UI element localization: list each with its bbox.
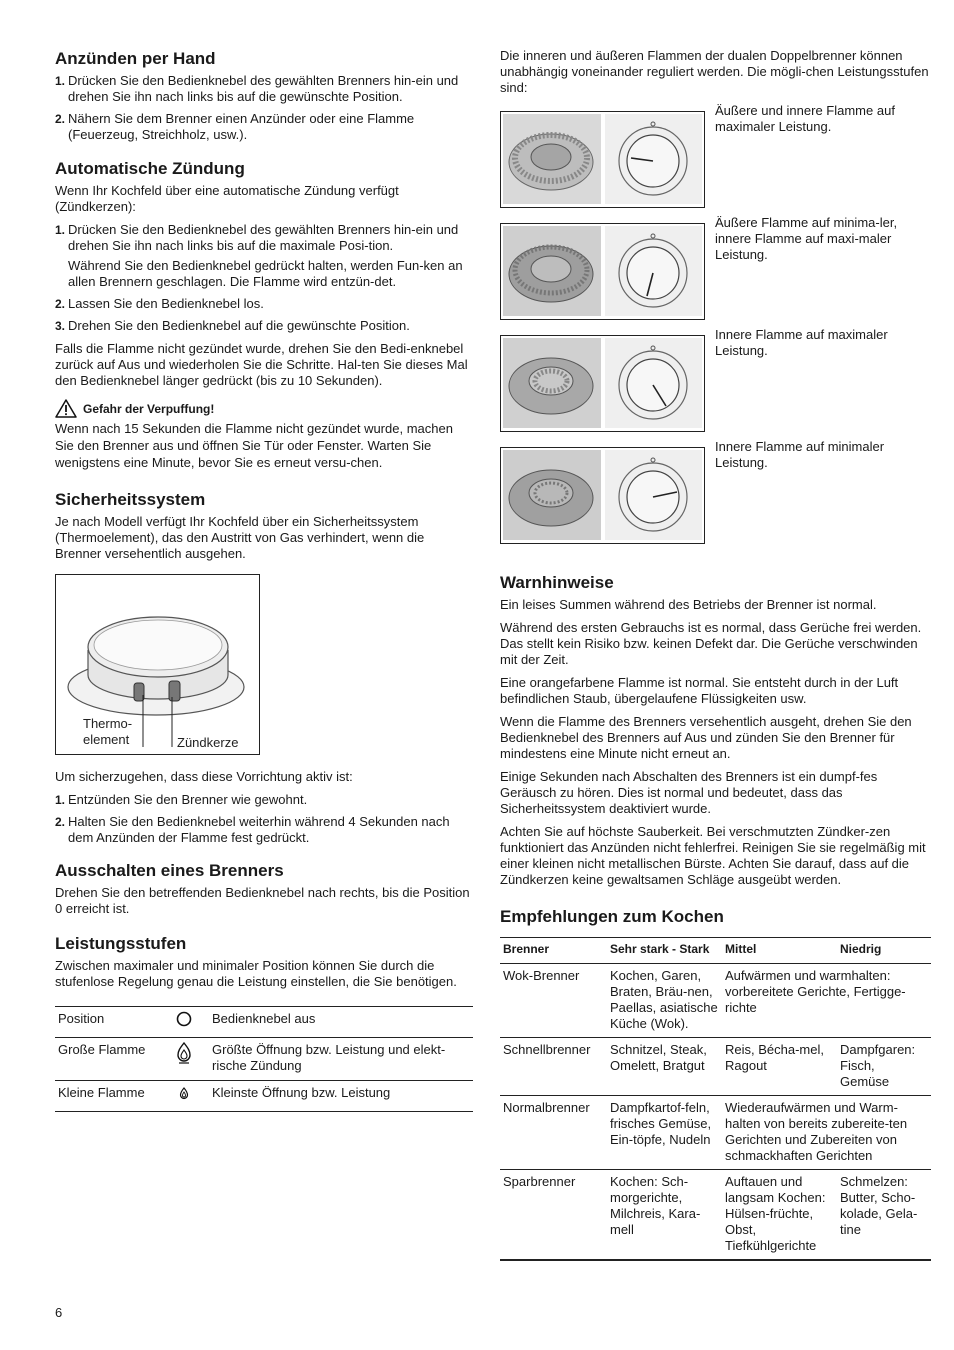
heading-sicherheitssystem: Sicherheitssystem bbox=[55, 490, 206, 509]
large-flame-icon bbox=[176, 1042, 192, 1064]
warning-triangle-icon bbox=[55, 399, 77, 418]
burner-state-2 bbox=[500, 215, 931, 320]
warn-paragraph: Während des ersten Gebrauchs ist es normal, dass Gerüche frei werden. Das stellt kein Risiko bzw. keinen Defekt dar. Die Gerüche verschwinden mit der Zeit. bbox=[500, 620, 922, 667]
thermocouple-figure bbox=[55, 574, 260, 755]
dual-burner-intro: Die inneren und äußeren Flammen der dualen Doppelbrenner können unabhängig voneinander reguliert werden. Die mögli-chen Leistungsstufen sind: bbox=[500, 48, 929, 95]
table-row: Kleine Flamme Kleinste Öffnung bzw. Leistung bbox=[55, 1081, 473, 1112]
section-warnhinweise bbox=[500, 572, 931, 888]
table-row: Wok-Brenner Kochen, Garen, Braten, Bräu-nen, Paellas, asiatische Küche (Wok). Aufwärmen und warmhalten: vorbereitete Gerichte, Fertigge-richte bbox=[500, 964, 931, 1038]
burner-state-4 bbox=[500, 439, 931, 544]
heading-ausschalten: Ausschalten eines Brenners bbox=[55, 861, 284, 880]
section-leistungsstufen bbox=[55, 933, 473, 1112]
heading-warnhinweise: Warnhinweise bbox=[500, 573, 614, 592]
burner-caption: Äußere und innere Flamme auf maximaler Leistung. bbox=[715, 103, 895, 134]
safety-steps bbox=[55, 792, 473, 846]
heading-leistungsstufen: Leistungsstufen bbox=[55, 934, 187, 953]
burner-knob-image bbox=[500, 111, 705, 208]
warning-title: Gefahr der Verpuffung! bbox=[55, 399, 473, 418]
label-thermoelement: Thermo- element bbox=[83, 716, 133, 747]
auto-steps bbox=[55, 222, 473, 334]
heading-automatische-zuendung: Automatische Zündung bbox=[55, 159, 245, 178]
small-flame-icon bbox=[176, 1085, 192, 1101]
auto-intro: Wenn Ihr Kochfeld über eine automatische Zündung verfügt (Zündkerzen): bbox=[55, 183, 399, 214]
levels-text: Zwischen maximaler und minimaler Position können Sie durch die stufenlose Regelung genau die Leistung einstellen, die Sie benötigen. bbox=[55, 958, 457, 989]
table-row: Sparbrenner Kochen: Sch-morgerichte, Milchreis, Kara-mell Auftauen und langsam Kochen: Hülsen-früchte, Obst, Tiefkühlgerichte Schmelzen: Butter, Scho-kolade, Gela-tine bbox=[500, 1170, 931, 1261]
section-sicherheitssystem bbox=[55, 489, 473, 846]
table-row: Große Flamme Größte Öffnung bzw. Leistung und elekt-rische Zündung bbox=[55, 1038, 473, 1081]
burner-caption: Innere Flamme auf minimaler Leistung. bbox=[715, 439, 885, 470]
list-item: 2. Halten Sie den Bedienknebel weiterhin während 4 Sekunden nach dem Anzünden der Flamme fest gedrückt. bbox=[55, 814, 450, 845]
flame-levels-table bbox=[55, 1006, 473, 1112]
burner-knob-image bbox=[500, 223, 705, 320]
table-row: Schnellbrenner Schnitzel, Steak, Omelett, Bratgut Reis, Bécha-mel, Ragout Dampfgaren: Fisch, Gemüse bbox=[500, 1038, 931, 1096]
burner-knob-drawing bbox=[501, 224, 704, 319]
label-zuendkerze: Zündkerze bbox=[177, 735, 239, 750]
left-column bbox=[55, 48, 473, 1112]
warn-paragraph: Achten Sie auf höchste Sauberkeit. Bei verschmutzten Zündker-zen funktioniert das Anzünden nicht fehlerfrei. Reinigen Sie sie regelmäßig mit einer kleinen nicht metallischen Bürste. Achten Sie darauf, dass auf die Zündkerzen keine gewaltsamen Schläge ausgeübt werden. bbox=[500, 824, 926, 887]
safety-check-intro: Um sicherzugehen, dass diese Vorrichtung aktiv ist: bbox=[55, 769, 353, 784]
list-item: 1. Entzünden Sie den Brenner wie gewohnt. bbox=[55, 792, 308, 807]
burner-state-1 bbox=[500, 103, 931, 208]
burner-caption: Äußere Flamme auf minima-ler, innere Flamme auf maxi-maler Leistung. bbox=[715, 215, 898, 262]
burner-state-3 bbox=[500, 327, 931, 432]
warn-paragraph: Eine orangefarbene Flamme ist normal. Sie entsteht durch in der Luft befindlichen Staub, übergelaufene Flüssigkeiten usw. bbox=[500, 675, 899, 706]
list-item: 1. Drücken Sie den Bedienknebel des gewählten Brenners hin-ein und drehen Sie ihn nach links bis auf die gewünschte Position. bbox=[55, 73, 459, 104]
list-item: 2. Lassen Sie den Bedienknebel los. bbox=[55, 296, 264, 311]
table-row: Normalbrenner Dampfkartof-feln, frisches Gemüse, Ein-töpfe, Nudeln Wiederaufwärmen und Warm-halten von bereits zubereite-ten Gerichten und Zubereiten von schmackhaften Gerichten bbox=[500, 1096, 931, 1170]
section-empfehlungen bbox=[500, 906, 931, 1261]
section-automatische-zuendung bbox=[55, 158, 473, 471]
off-text: Drehen Sie den betreffenden Bedienknebel nach rechts, bis die Position 0 erreicht ist. bbox=[55, 885, 470, 916]
list-item: 2. Nähern Sie dem Brenner einen Anzünder oder eine Flamme (Feuerzeug, Streichholz, usw.). bbox=[55, 111, 415, 142]
safety-text: Je nach Modell verfügt Ihr Kochfeld über ein Sicherheitssystem (Thermoelement), das den Austritt von Gas verhindert, wenn die Brenner versehentlich ausgehen. bbox=[55, 514, 425, 561]
warning-text: Wenn nach 15 Sekunden die Flamme nicht gezündet wurde, machen Sie den Brenner aus und öffnen Sie Tür oder Fenster. Warten Sie wenigstens eine Minute, bevor Sie es erneut versu-chen. bbox=[55, 421, 453, 470]
burner-knob-drawing bbox=[501, 336, 704, 431]
page-number: 6 bbox=[55, 1305, 63, 1320]
burner-knob-drawing bbox=[501, 112, 704, 207]
burner-knob-drawing bbox=[501, 448, 704, 543]
heading-anzuenden-per-hand: Anzünden per Hand bbox=[55, 49, 216, 68]
hand-steps bbox=[55, 73, 473, 143]
table-row: Position Bedienknebel aus bbox=[55, 1007, 473, 1038]
section-ausschalten bbox=[55, 860, 473, 917]
list-item: 1. Drücken Sie den Bedienknebel des gewählten Brenners hin-ein und drehen Sie ihn nach links bis auf die maximale Posi-tion. Während Sie den Bedienknebel gedrückt halten, werden Fun-ken an allen Brennern geschlagen. Die Flamme wird entzün-det. bbox=[55, 222, 463, 289]
burner-illustrations bbox=[500, 103, 931, 544]
off-circle-icon bbox=[176, 1011, 192, 1027]
burner-caption: Innere Flamme auf maximaler Leistung. bbox=[715, 327, 888, 358]
warn-paragraph: Wenn die Flamme des Brenners versehentlich ausgeht, drehen Sie den Bedienknebel des Brenners auf Aus und zünden Sie den Brenner für mindestens eine Minute nicht erneut an. bbox=[500, 714, 912, 761]
auto-after: Falls die Flamme nicht gezündet wurde, drehen Sie den Bedi-enknebel zurück auf Aus und wiederholen Sie die Schritte. Hal-ten Sie dieses Mal den Bedienknebel länger gedrückt (bis zu 10 Sekunden). bbox=[55, 341, 468, 388]
right-column bbox=[500, 48, 931, 1261]
warn-paragraph: Ein leises Summen während des Betriebs der Brenner ist normal. bbox=[500, 597, 877, 612]
table-header-row: Brenner Sehr stark - Stark Mittel Niedrig bbox=[503, 942, 882, 956]
burner-knob-image bbox=[500, 335, 705, 432]
warn-paragraph: Einige Sekunden nach Abschalten des Brenners ist ein dumpf-fes Geräusch zu hören. Dies ist normal und bedeutet, dass das Sicherheitssystem deaktiviert wurde. bbox=[500, 769, 878, 816]
list-item: 3. Drehen Sie den Bedienknebel auf die gewünschte Position. bbox=[55, 318, 410, 333]
cooking-recommendations-table bbox=[500, 937, 931, 1261]
heading-empfehlungen: Empfehlungen zum Kochen bbox=[500, 907, 724, 926]
burner-knob-image bbox=[500, 447, 705, 544]
